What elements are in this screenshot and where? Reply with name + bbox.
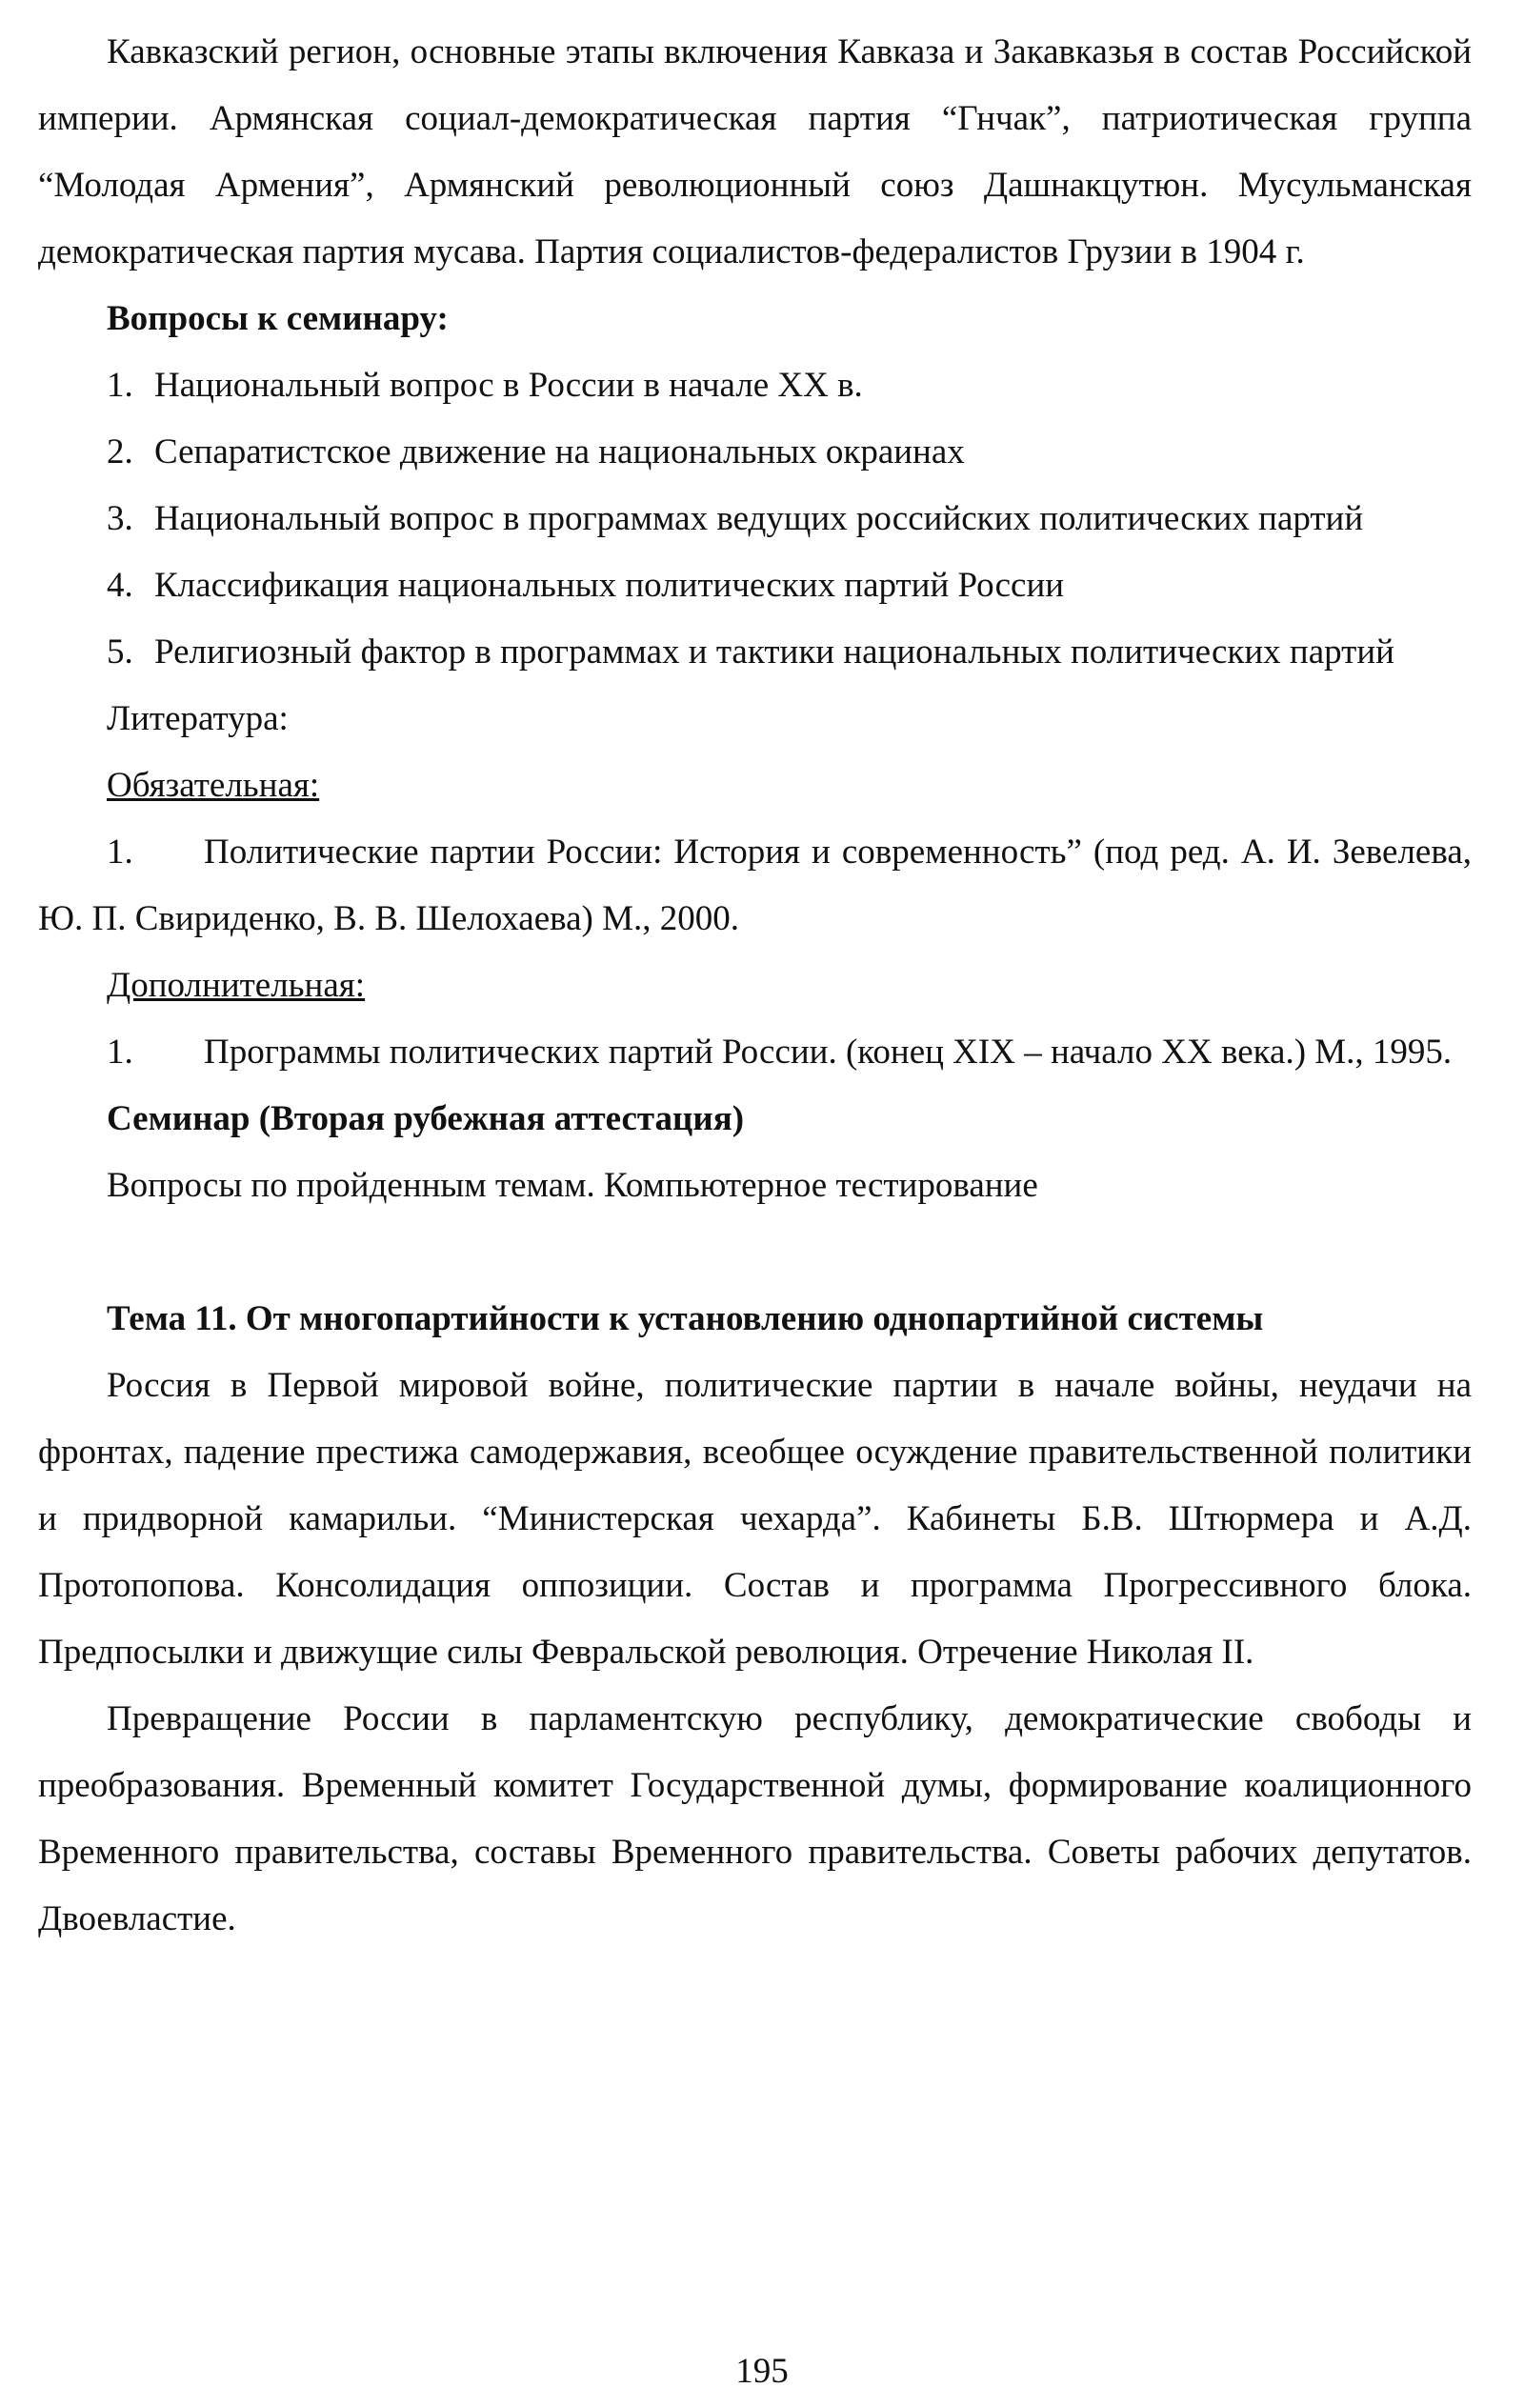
list-item-text: Классификация национальных политических партий России xyxy=(154,566,1065,605)
additional-literature-item xyxy=(38,1019,1472,1086)
additional-literature-label: Дополнительная: xyxy=(107,966,366,1005)
topic-heading: Тема 11. От многопартийности к установлению однопартийной системы xyxy=(107,1299,1264,1338)
required-literature-heading xyxy=(38,752,1472,819)
required-literature-item xyxy=(38,819,1472,953)
section-spacer xyxy=(38,1219,1472,1286)
list-item-number: 5. xyxy=(107,632,133,672)
list-item-text: Сепаратистское движение на национальных окраинах xyxy=(154,432,965,472)
list-item-number: 2. xyxy=(107,432,133,472)
literature-item-number: 1. xyxy=(107,1033,133,1072)
document-page xyxy=(38,19,1472,2391)
list-item-text: Религиозный фактор в программах и тактики национальных политических партий xyxy=(154,632,1394,672)
list-item xyxy=(38,419,1472,486)
literature-item-text: Программы политических партий России. (конец XIX – начало XX века.) М., 1995. xyxy=(204,1033,1453,1072)
list-item-number: 3. xyxy=(107,499,133,538)
additional-literature-heading xyxy=(38,953,1472,1019)
page-number: 195 xyxy=(735,2352,789,2391)
topic-paragraph-1: Россия в Первой мировой войне, политические партии в начале войны, неудачи на фронтах, падение престижа самодержавия, всеобщее осуждение правительственной политики и придворной камарильи. “Министерская чехарда”. Кабинеты Б.В. Штюрмера и А.Д. Протопопова. Консолидация оппозиции. Состав и программа Прогрессивного блока. Предпосылки и движущие силы Февральской революция. Отречение Николая II. xyxy=(38,1366,1472,1672)
seminar-questions-list xyxy=(38,352,1472,686)
list-item-number: 1. xyxy=(107,366,133,405)
list-item xyxy=(38,486,1472,552)
list-item xyxy=(38,352,1472,419)
seminar-questions-heading: Вопросы к семинару: xyxy=(107,299,449,338)
list-item xyxy=(38,552,1472,619)
required-literature-label: Обязательная: xyxy=(107,766,320,805)
literature-item-number: 1. xyxy=(107,833,133,872)
list-item xyxy=(38,619,1472,686)
seminar2-text: Вопросы по пройденным темам. Компьютерное тестирование xyxy=(107,1166,1038,1205)
list-item-text: Национальный вопрос в России в начале XX в. xyxy=(154,366,863,405)
intro-paragraph: Кавказский регион, основные этапы включения Кавказа и Закавказья в состав Российской империи. Армянская социал-демократическая партия “Гнчак”, патриотическая группа “Молодая Армения”, Армянский революционный союз Дашнакцутюн. Мусульманская демократическая партия мусава. Партия социалистов-федералистов Грузии в 1904 г. xyxy=(38,32,1472,271)
topic-paragraph-2: Превращение России в парламентскую республику, демократические свободы и преобразования. Временный комитет Государственной думы, формирование коалиционного Временного правительства, составы Временного правительства. Советы рабочих депутатов. Двоевластие. xyxy=(38,1699,1472,1938)
list-item-text: Национальный вопрос в программах ведущих российских политических партий xyxy=(154,499,1364,538)
literature-heading: Литература: xyxy=(107,699,289,738)
literature-item-text: Политические партии России: История и современность” (под ред. А. И. Зевелева, Ю. П. Свириденко, В. В. Шелохаева) М., 2000. xyxy=(38,833,1472,938)
list-item-number: 4. xyxy=(107,566,133,605)
seminar2-heading: Семинар (Вторая рубежная аттестация) xyxy=(107,1099,745,1138)
